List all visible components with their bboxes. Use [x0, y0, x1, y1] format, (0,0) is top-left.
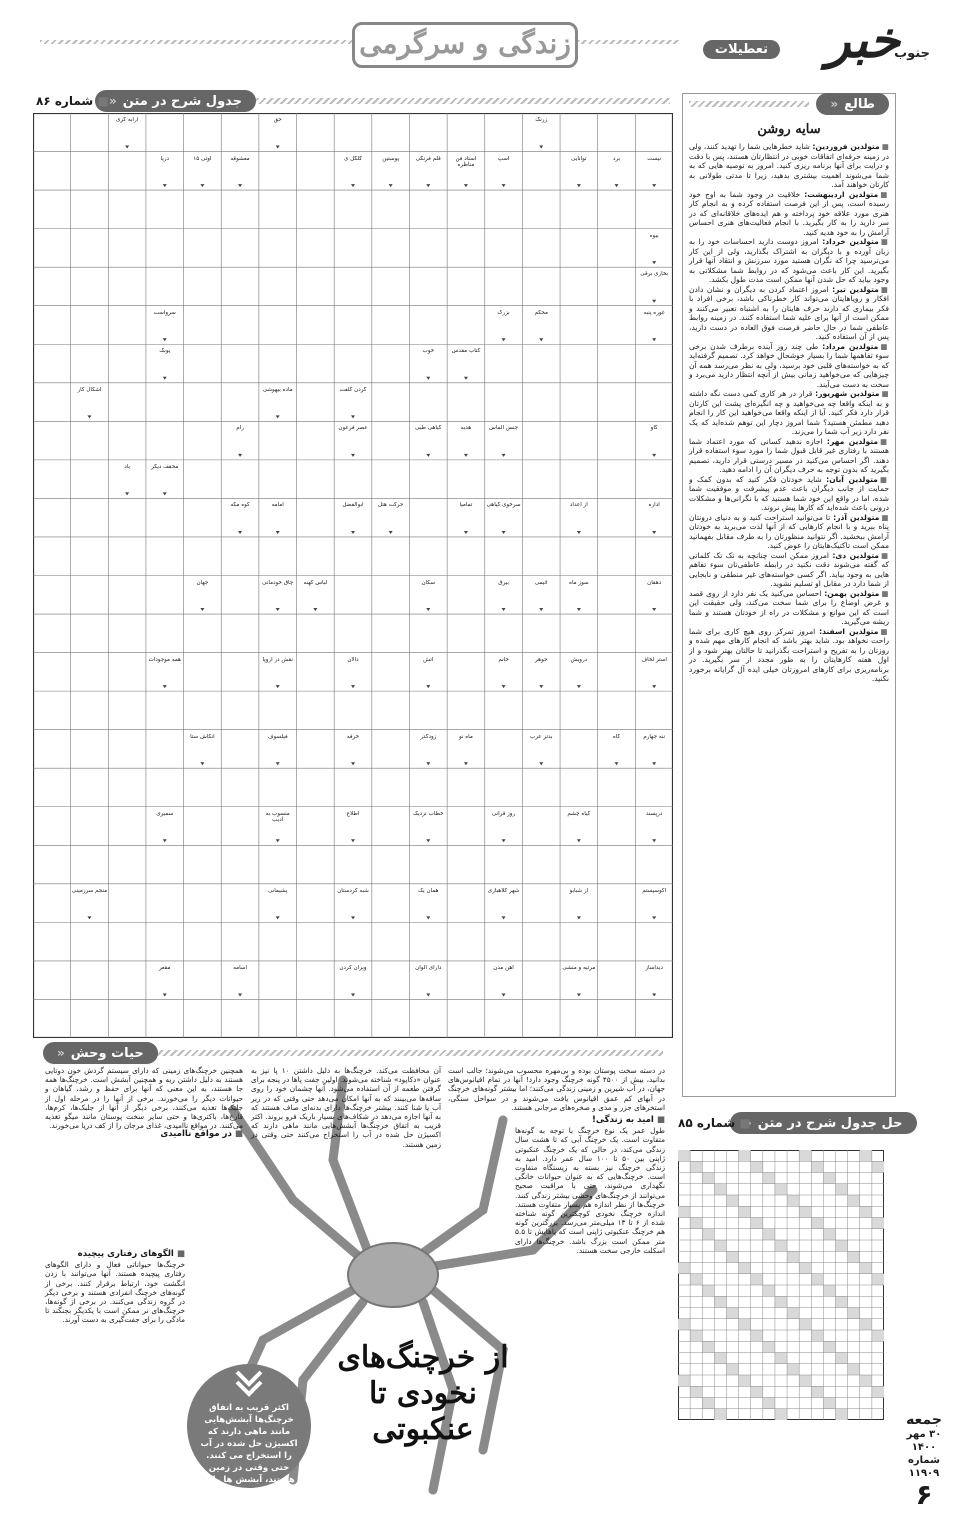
page-number: ۶: [915, 1478, 933, 1511]
crossword-clue: وبران کردن: [339, 964, 367, 971]
solution-cell: [726, 1195, 738, 1206]
solution-cell: [799, 1150, 811, 1161]
solution-tab-title: حل جدول شرح در متن: [757, 1116, 903, 1131]
chevron-left-icon: «: [744, 1116, 752, 1130]
solution-cell: [823, 1285, 835, 1296]
date-line: ۳۰ مهر ۱۴۰۰: [906, 1429, 942, 1453]
crossword-clue: سکان: [421, 579, 436, 586]
date-day: جمعه: [906, 1412, 942, 1428]
solution-cell: [799, 1206, 811, 1217]
solution-cell: [726, 1364, 738, 1375]
solution-cell: [775, 1353, 787, 1364]
chevron-left-icon: «: [830, 97, 839, 111]
crossword-clue: سمیری: [156, 810, 174, 817]
horoscope-sign: ■ متولدین دی:: [832, 551, 889, 560]
crossword-clue: برد: [612, 155, 621, 162]
article-column-3-sub: [45, 1130, 243, 1140]
crossword-clue: بزرگ: [497, 309, 510, 316]
crossword-clue: معشوقه: [230, 155, 250, 162]
horoscope-entry: [689, 389, 889, 437]
horoscope-entry: [689, 342, 889, 390]
wildlife-article: [33, 1040, 673, 1521]
solution-cell: [763, 1341, 775, 1352]
crossword-clue: دریا: [160, 155, 169, 162]
solution-cell: [714, 1184, 726, 1195]
horoscope-tab-title: طالع: [844, 97, 875, 112]
crossword-grid: [33, 113, 673, 1038]
crossword-clue: جهان: [196, 579, 209, 586]
crossword-clue: سوز ماه: [569, 579, 589, 586]
horoscope-tab: [816, 93, 889, 115]
crossword-clue: ارابه گری: [115, 117, 139, 123]
solution-cell: [836, 1296, 848, 1307]
crossword-clue: اطلاع: [346, 810, 360, 817]
solution-cell: [775, 1409, 787, 1420]
solution-cell: [787, 1364, 799, 1375]
horoscope-entry: [689, 190, 889, 238]
horoscope-text: امروز اعتماد کردن به دیگران و نشان دادن افکار و رویاهایتان می‌تواند کار خطرناکی باشد، برخی افراد با فکر بیماری که دارند حرف هایتان را به اشتباه تعبیر می‌کنند و ممکن است از آنها برای علیه شما استفاده کنند. در زمینه روابط عاطفی شما در حال حاضر فرصت فوق العاده در دست دارید، پس از آن استفاده کنید.: [689, 284, 889, 341]
crossword-clue: سرخوی گیاهی: [486, 502, 521, 509]
crossword-clue: شهر کلاهبازی: [487, 887, 520, 894]
solution-cell: [872, 1386, 884, 1397]
section-title: زندگی و سرگرمی: [352, 22, 578, 68]
crossword-clue: اسامه: [233, 964, 248, 971]
solution-cell: [872, 1161, 884, 1172]
horoscope-text: امروز تمرکز روی هیچ کاری برای شما راحت نخواهد بود. شاید بهتر باشد که انجام کارهای مهم شده و روزتان را به تفریح و استراحت بگذرانید تا حالتان بهتر شود و از اول هفته کارهایتان را به طور مجدد از سر بگیرید. در برنامه‌ریزی برای کارهای امروزتان خیلی ایده آل گرایانه برخورد نکنید.: [689, 626, 889, 683]
horoscope-text: احساس می‌کنید یک نفر دارد از روی قصد و غرض اوضاع را برای شما سخت می‌کند، ولی حقیقت این است که این موانع و مشکلات در راه از خودتان هستند و شما ریشه می‌گیرید.: [689, 588, 889, 626]
horoscope-entry: [689, 627, 889, 684]
horoscope-entry: [689, 589, 889, 627]
crossword-clue: بدتر عرب: [529, 733, 553, 740]
horoscope-text: شاید خطرهایی شما را تهدید کنند، ولی در زمینه حرفه‌ای اتفاقات خوبی در انتظارتان هستند، پس با دقت و درایت برای آنها برنامه ریزی کنید. امروز به توصیه هایی که به شما می‌شوند اهمیت بیشتری بدهید، زیرا تا مدتی طولانی به کارتان خواهند آمد.: [689, 142, 889, 189]
crossword-clue: بخاری برقی: [640, 271, 669, 278]
horoscope-text: شاید خودتان فکر کنید که بدون کمک و حمایت از جانب دیگران باعث عدم پیشرفت و موفقیت شما شده، اما در واقع این خود شما هستید که با نگرانی‌ها و مشکلات درونی باعث شده‌اید که کارها پیش نروند.: [689, 474, 889, 512]
horoscope-entry: [689, 513, 889, 551]
solution-cell: [763, 1173, 775, 1184]
crossword-clue: درپسند: [645, 810, 663, 817]
solution-cell: [690, 1218, 702, 1229]
solution-cell: [823, 1398, 835, 1409]
horoscope-text: تا می‌توانید استراحت کنید و به دنیای درونتان پناه ببرید و با انجام کارهایی که از آنها لذت می‌برید به خودتان آرامش ببخشید. اگر نتوانید منظورتان را به طرف مقابل بفهمانید ممکن است تاکتیک‌هایتان را عوض کنید.: [689, 512, 889, 550]
solution-cell: [787, 1308, 799, 1319]
horoscope-text: قرار در هر کاری کمی دست نگه داشته و به اینکه واقعا چه می‌خواهید و چه انگیزه‌ای پشت این کارتان قرار دارد فکر کنید. آیا از اینکه واقعا می‌خواهید این کار را انجام دهید مطمئن هستید؟ شما امروز دچار این توهم شده‌اید که یک نفر دارد زیر آب شما را می‌زند.: [689, 389, 889, 436]
solution-cell: [714, 1240, 726, 1251]
crossword-clue: پشیمانی: [267, 887, 288, 894]
crossword-tab-title: جدول شرح در متن: [122, 94, 243, 109]
chevron-left-icon: «: [57, 1046, 65, 1060]
crossword-clue: ننه جهارم: [643, 733, 666, 740]
article-paragraph: همچنین خرچنگ‌های زمینی که دارای سیستم گردش خون دوتایی هستند به دلیل داشتن ریه و همچنین آبشش است. خرچنگ‌ها همه جا هستند، به این معنی که آنها برای حفظ و رشد، گیاهان و حیوانات دیگر را می‌خورند. برخی از آنها را در مرحله اول از جلبک‌ها تغذیه می‌کنند، برخی دیگر از آنها از جلبک‌ها، کرم‌ها، قارچ‌ها، باکتری‌ها و حتی سایر سخت پوستان مانند میگو تغذیه می‌کنند. در مواقع ناامیدی، غذای مرجان را از کف دریا می‌خورند.: [45, 1066, 243, 1131]
horoscope-panel: [682, 93, 896, 1097]
solution-grid: [678, 1150, 884, 1420]
horoscope-sign: ■ متولدین مرداد:: [822, 342, 889, 351]
solution-issue: ■ شماره ۸۵: [678, 1116, 751, 1130]
article-column-3-lower: [45, 1250, 185, 1325]
horoscope-entry: [689, 551, 889, 589]
crossword-clue: امامه: [271, 502, 284, 509]
crossword-clue: خطاب نزدیک: [413, 810, 444, 817]
solution-cell: [678, 1375, 690, 1386]
crossword-clue: ماه نو: [459, 733, 473, 740]
crossword-clue: اسپ: [497, 155, 510, 162]
crossword-clue: از اعداد: [569, 502, 588, 509]
crossword-clue: روز قرآنی: [491, 810, 516, 817]
solution-cell: [678, 1319, 690, 1330]
crab-body: [348, 1243, 438, 1307]
solution-cell: [678, 1150, 690, 1161]
crossword-clue: گاو: [650, 425, 658, 432]
article-subheading: ■ در مواقع ناامیدی: [45, 1130, 243, 1139]
crossword-clue: گلگل ی: [343, 155, 362, 162]
crossword-clue: اوتی ۱۵: [193, 155, 212, 162]
article-subheading: ■ امید به زندگی!: [448, 1116, 665, 1125]
solution-cell: [811, 1218, 823, 1229]
article-paragraph: در دسته سخت پوستان بوده و بی‌مهره محسوب می‌شوند؛ جالب است بدانید، بیش از ۴۵۰۰ گونه خرچنگ وجود دارد! آنها در تمام اقیانوس‌های جهان، در آب شیرین و زمینی زندگی می‌کنند؛ اما بیشتر گونه‌های خرچنگ در آبهای کم عمق اقیانوس یافت می‌شوند و در سواحل سنگی، استخرهای جزر و مدی و صخره‌های مرجانی هستند.: [448, 1066, 665, 1112]
crossword-clue: قلم فرنگی: [415, 155, 441, 162]
crossword-clue: دالان: [347, 656, 359, 663]
horoscope-sign: ■ متولدین اردیبهشت:: [804, 190, 889, 199]
solution-cell: [860, 1206, 872, 1217]
crossword-clue: دارای الوان: [415, 964, 442, 971]
crossword-clue: ماده بیهوشی: [262, 386, 293, 393]
solution-cell: [726, 1251, 738, 1262]
crossword-clue: باد: [124, 463, 130, 470]
solution-cell: [763, 1229, 775, 1240]
article-column-1: [448, 1066, 665, 1255]
horoscope-text: امروز دوست دارید احساسات خود را به زبان آورده و با دیگران به اشتراک بگذارید، ولی از این کار می‌ترسید چرا که نگران هستید مورد سرزنش و انتقاد آنها قرار بگیرید. این کار باعث می‌شود که در روابط شما مشکلاتی به وجود بیاید که حل شدن آنها ممکن است مدت طول بکشد.: [689, 237, 889, 284]
crossword-clue: منسوب به ادیب: [265, 810, 290, 824]
crossword-clue: تمامیا: [459, 502, 473, 509]
crossword-clue: همان یک: [418, 887, 439, 894]
crossword-clue: نقش در اروپا: [262, 656, 293, 663]
horoscope-text: اجازه ندهید کسانی که مورد اعتماد شما هستند با رفتاری غیر قابل قبول شما را مورد سوء استفاده قرار دهند. اگر احساس می‌کنید در مسیر درستی قرار دارید، تصمیم بگیرید که بدون توجه به حرف دیگران آن را ادامه دهید.: [689, 436, 889, 474]
crossword-clue: حرکت هتل: [377, 502, 404, 509]
solution-cell: [763, 1398, 775, 1409]
crossword-tab-line: [250, 98, 670, 104]
article-paragraph: خرچنگ‌ها حیواناتی فعال و دارای الگوهای رفتاری پیچیده هستند. آنها می‌توانند با زدن انگشت خود، ارتباط برقرار کنند. برخی از گونه‌های خرچنگ انفرادی هستند و برخی دیگر در گروه زندگی می‌کنند. در برخی از گونه‌ها، خرچنگ‌های نر ممکن است با یکدیگر بجنگند تا مادگی را برای جفت‌گیری به دست آورند.: [45, 1260, 185, 1325]
solution-cell: [811, 1274, 823, 1285]
crossword-clue: غوره پنبه: [643, 309, 665, 316]
crossword-clue: حق: [273, 117, 282, 123]
crossword-clue: توانایی: [571, 155, 587, 162]
solution-cell: [848, 1251, 860, 1262]
horoscope-entry: [689, 475, 889, 513]
horoscope-entry: [689, 285, 889, 342]
crossword-tab: [95, 90, 256, 112]
solution-cell: [799, 1319, 811, 1330]
crossword-clue: همه موجودات: [148, 656, 182, 663]
article-column-3: [45, 1066, 243, 1130]
crossword-clue: کتاب مقدس: [451, 348, 481, 355]
solution-cell: [690, 1330, 702, 1341]
wildlife-tab-title: حیات وحش: [70, 1046, 144, 1061]
solution-cell: [739, 1150, 751, 1161]
solution-cell: [860, 1150, 872, 1161]
horoscope-sign: ■ متولدین آذر:: [833, 513, 889, 522]
solution-cell: [775, 1296, 787, 1307]
horoscope-sign: ■ متولدین آبان:: [826, 475, 889, 484]
solution-cell: [787, 1251, 799, 1262]
solution-cell: [836, 1184, 848, 1195]
horoscope-entry: [689, 142, 889, 190]
solution-cell: [714, 1296, 726, 1307]
crossword-clue: هدیه: [460, 425, 472, 432]
solution-cell: [811, 1161, 823, 1172]
solution-cell: [751, 1330, 763, 1341]
crossword-clue: گیاهی طبی: [415, 425, 442, 432]
solution-cell: [751, 1161, 763, 1172]
article-subheading: ■ الگوهای رفتاری پیچیده: [45, 1250, 185, 1259]
logo-text: خبر: [826, 10, 900, 69]
crossword-clue: گاه: [612, 733, 621, 740]
solution-cell: [823, 1341, 835, 1352]
crossword-clue: درویش: [570, 656, 588, 663]
crossword-clue: خانم: [498, 656, 509, 663]
newspaper-logo: [714, 10, 930, 72]
crossword-clue: اکوسیستم: [642, 887, 667, 894]
solution-cell: [690, 1386, 702, 1397]
solution-cell: [811, 1386, 823, 1397]
crossword-clue: پوستین: [382, 155, 400, 162]
horoscope-sign: ■ متولدین مهر:: [827, 437, 889, 446]
crossword-clue: اشکال کار: [77, 386, 102, 393]
pull-quote: اکثر قریب به اتفاق خرچنگ‌ها آبشش‌هایی مانند ماهی دارند که اکسیژن حل شده در آب را استخراج می کنند. حتی وقتی در زمین هستند، آبشش ها را تا زمانی که مرطوب نگه داشته شوند، می‌توانند اکسیژن را جذب کنند: [200, 1403, 298, 1521]
crossword-clue: ابوالفضل: [342, 502, 364, 509]
horoscope-entry: [689, 437, 889, 475]
headline-line-3: عنکبوتی: [372, 1412, 474, 1447]
crossword-clue: لباس کهنه: [303, 579, 328, 586]
crossword-clue: محکم: [534, 309, 548, 316]
crossword-clue: مقعر: [158, 964, 171, 971]
crossword-clue: دهقان: [647, 579, 662, 586]
solution-cell: [872, 1330, 884, 1341]
solution-cell: [860, 1263, 872, 1274]
article-headline: [328, 1340, 518, 1448]
solution-cell: [799, 1263, 811, 1274]
crossword-clue: مرتبه و منشی: [562, 964, 596, 971]
crossword-clue: خوب: [422, 348, 435, 355]
crossword-clue: استر لخاف: [641, 656, 667, 663]
solution-cell: [836, 1240, 848, 1251]
solution-cell: [714, 1409, 726, 1420]
crossword-clue: سرواست: [153, 309, 176, 316]
horoscope-entry: [689, 237, 889, 285]
solution-cell: [726, 1308, 738, 1319]
crossword-clue: چاق خودمانی: [262, 579, 294, 586]
solution-cell: [714, 1353, 726, 1364]
solution-cell: [775, 1240, 787, 1251]
crossword-clue: جنس الماس: [489, 425, 519, 432]
horoscope-sign: ■ متولدین فروردین:: [812, 142, 889, 151]
crossword-issue: ■ شماره ۸۶: [36, 94, 109, 108]
solution-cell: [811, 1330, 823, 1341]
crossword-clue: زودگذر: [420, 733, 437, 740]
crossword-clue: خرفه: [346, 733, 360, 740]
solution-cell: [678, 1206, 690, 1217]
crossword-clue: استاد فن مناظره: [455, 155, 477, 169]
article-paragraph: طول عمر یک نوع خرچنگ با توجه به گونه‌ها متفاوت است. یک خرچنگ آبی که تا هشت سال زندگی می‌کند، در حالی که یک خرچنگ عنکبوتی ژاپنی بین ۵۰ تا ۱۰۰ سال عمر دارد. امید به زندگی خرچنگ نیز بسته به زیستگاه متفاوت است. خرچنگ‌هایی که به عنوان حیوانات خانگی نگهداری می‌شوند، حتی با مراقبت صحیح می‌توانند از خرچنگ‌های وحشی بیشتر زندگی کنند. خرچنگ‌ها از نظر اندازه هم بسیار متفاوت هستند. اندازه خرچنگ نخودی کوچکترین گونه شناخته شده از ۶ تا ۱۳ میلی‌متر می‌رسد. بزرگترین گونه هم خرچنگ عنکبوتی ژاپنی است که پاهایش تا ۵.۵ متر ممکن است بزرگ باشد. خرچنگ‌ها دارای اسکلت خارجی سخت هستند.: [515, 1126, 665, 1255]
crossword-clue: رام: [236, 425, 244, 432]
solution-cell: [872, 1274, 884, 1285]
crossword-clue: انکاش ستا: [190, 733, 215, 740]
solution-cell: [823, 1229, 835, 1240]
horoscope-text: امروز ممکن است چنانچه به تک تک کلماتی که گفته می‌شوند دقت نکنید در رابطه عاطفی‌تان سوء تفاهم هایی به وجود بیاید. اگر کسی خواسته‌های غیر منطقی و نابجایی از شما دارد در مقابل او تسلیم نشوید.: [689, 550, 889, 588]
solution-cell: [775, 1184, 787, 1195]
date-block: [894, 1412, 954, 1511]
solution-cell: [848, 1195, 860, 1206]
crossword-clue: بیرق: [498, 579, 509, 586]
horoscope-entries: [689, 142, 889, 684]
solution-cell: [702, 1341, 714, 1352]
crossword-clue: زرنگ: [535, 117, 548, 123]
horoscope-sign: ■ متولدین شهریور:: [815, 389, 889, 398]
crossword-clue: دیداساز: [645, 964, 663, 971]
crossword-clue: آهن مدن: [493, 964, 514, 971]
horoscope-heading: سایه روشن: [757, 122, 821, 137]
solution-cell: [702, 1398, 714, 1409]
crossword-clue: اتیمی: [534, 579, 548, 586]
solution-cell: [848, 1364, 860, 1375]
solution-cell: [860, 1319, 872, 1330]
horoscope-sign: ■ متولدین بهمن:: [824, 589, 889, 598]
solution-cell: [872, 1218, 884, 1229]
headline-line-2: نخودی تا: [369, 1376, 477, 1411]
solution-cell: [787, 1195, 799, 1206]
crossword-clue: فیلسوف: [267, 733, 288, 740]
crossword-clue: بیوه: [649, 232, 659, 239]
solution-cell: [690, 1274, 702, 1285]
solution-svg: [678, 1150, 884, 1420]
headline-line-1: از خرچنگ‌های: [337, 1340, 509, 1375]
solution-cell: [848, 1308, 860, 1319]
solution-cell: [751, 1218, 763, 1229]
solution-cell: [751, 1386, 763, 1397]
horoscope-sign: ■ متولدین تیر:: [832, 285, 889, 294]
horoscope-text: طی چند روز آینده برطرف شدن برخی سوء تفاهمها شما را بسیار خوشحال خواهد کرد. تصمیم گرفته‌اید که به خواسته‌های قلبی خود برسید، ولی به نظر می‌رسد همه آن چیزهایی که می‌خواهید زمانی بیش از آنچه انتظار دارید می‌برد و سخت به دست می‌آیند.: [689, 341, 889, 389]
horoscope-tab-line: [689, 101, 809, 107]
solution-cell: [702, 1285, 714, 1296]
solution-cell: [702, 1173, 714, 1184]
crossword-clue: عصر فرعون: [338, 425, 368, 432]
crossword-clue: از شبابو: [569, 887, 589, 894]
logo-subtitle: جنوب: [894, 46, 930, 61]
solution-cell: [823, 1173, 835, 1184]
logo-badge: تعطیلات: [703, 40, 780, 59]
crossword-clue: منجم سرزمینی: [71, 887, 108, 894]
horoscope-sign: ■ متولدین اسفند:: [819, 627, 889, 636]
horoscope-sign: ■ متولدین خرداد:: [822, 237, 889, 246]
crossword-clue: شبه کردستان: [337, 887, 369, 894]
crossword-clue: اداره: [648, 502, 660, 509]
crossword-clue: کوه مکه: [230, 502, 250, 509]
solution-cell: [739, 1319, 751, 1330]
article-paragraph: آن محافظت می‌کند. خرچنگ‌ها به دلیل داشتن ۱۰ پا نیز به عنوان «دکاپود» شناخته می‌شوند. اولین جفت پاها در پنجه برای گرفتن طعمه از آن استفاده می‌شود. آنها چشمان خود را روی ساقه‌ها می‌بینند که به آنها امکان می‌دهد حتی وقتی که در زیر آب یا شنا کنند. بیشتر خرچنگ‌ها دارای بدنه‌ای صاف هستند که به آنها اجازه می‌دهد در شکاف‌های بسیار باریک فرو بروند. اکثر قریب به اتفاق خرچنگ‌ها آبشش‌هایی مانند ماهی دارند که اکسیژن حل شده در آب را استخراج می‌کنند حتی وقتی در زمین هستند.: [251, 1066, 441, 1149]
crossword-clue: آتش: [423, 656, 434, 663]
solution-cell: [799, 1375, 811, 1386]
crossword-clue: نیست: [647, 155, 662, 162]
article-column-2: [251, 1066, 441, 1149]
solution-cell: [860, 1375, 872, 1386]
chevron-left-icon: «: [109, 94, 117, 108]
solution-cell: [678, 1263, 690, 1274]
solution-cell: [751, 1274, 763, 1285]
crossword-clue: جوهر: [535, 656, 548, 663]
solution-cell: [702, 1229, 714, 1240]
solution-cell: [836, 1353, 848, 1364]
crossword-clue: یوبک: [159, 348, 171, 355]
page-header: [0, 0, 970, 86]
solution-cell: [739, 1375, 751, 1386]
solution-cell: [739, 1263, 751, 1274]
solution-cell: [690, 1161, 702, 1172]
solution-cell: [836, 1409, 848, 1420]
solution-cell: [739, 1206, 751, 1217]
crossword-clue: گردن کلفت: [339, 386, 367, 393]
solution-cell: [763, 1285, 775, 1296]
issue-number: شماره ۱۱۹۰۹: [908, 1455, 940, 1479]
horoscope-text: خلاقیت در وجود شما به اوج خود رسیده است، پس از این فرصت استفاده کرده و به انجام کار هنری مورد علاقه خود پرداخته و هم ایده‌های خلاقانه‌ای که در سر دارید را به کار بگیرید. با انجام فعالیت‌های هنری احساس آرامش را به خود هدیه کنید.: [689, 189, 889, 237]
crossword-clue: محقف دیگر: [151, 463, 179, 470]
solution-tab: [730, 1112, 917, 1134]
crossword-clue: گیاه چشم: [567, 810, 591, 817]
